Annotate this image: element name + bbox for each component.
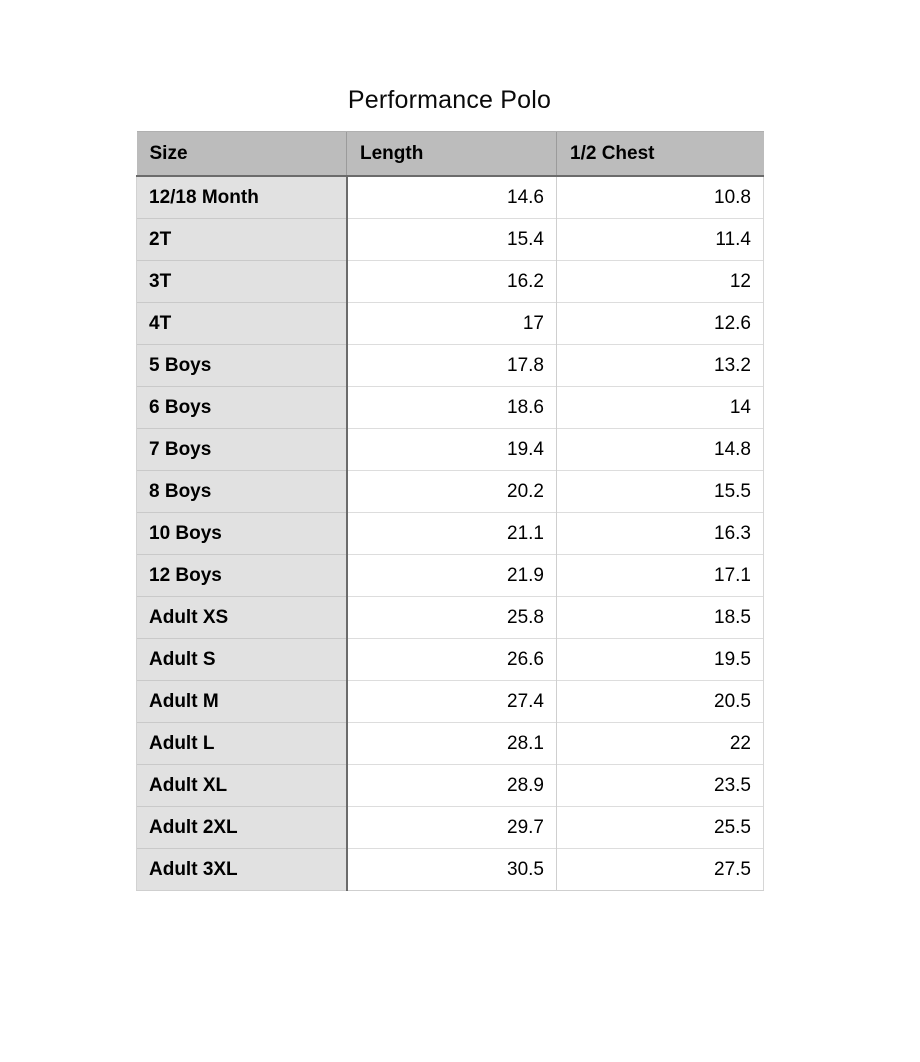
value-cell-chest: 10.8 [557,176,764,219]
table-row [137,303,764,345]
column-header-chest: 1/2 Chest [557,132,764,177]
table-row [137,639,764,681]
table-row [137,429,764,471]
value-cell-chest: 13.2 [557,345,764,387]
size-label-cell: 12/18 Month [137,176,347,219]
value-cell-length: 16.2 [347,261,557,303]
value-cell-length: 21.1 [347,513,557,555]
value-cell-length: 19.4 [347,429,557,471]
size-label-cell: Adult 3XL [137,849,347,891]
size-label-cell: 5 Boys [137,345,347,387]
size-label-cell: Adult S [137,639,347,681]
value-cell-chest: 16.3 [557,513,764,555]
value-cell-length: 17.8 [347,345,557,387]
value-cell-length: 29.7 [347,807,557,849]
size-label-cell: 2T [137,219,347,261]
table-row [137,261,764,303]
value-cell-chest: 14.8 [557,429,764,471]
table-row [137,723,764,765]
value-cell-chest: 11.4 [557,219,764,261]
value-cell-length: 15.4 [347,219,557,261]
value-cell-chest: 27.5 [557,849,764,891]
table-row [137,849,764,891]
column-header-size: Size [137,132,347,177]
table-row [137,765,764,807]
value-cell-length: 28.9 [347,765,557,807]
page-title: Performance Polo [347,86,552,114]
size-label-cell: Adult XS [137,597,347,639]
value-cell-length: 30.5 [347,849,557,891]
value-cell-length: 25.8 [347,597,557,639]
table-row [137,176,764,219]
size-label-cell: Adult 2XL [137,807,347,849]
size-label-cell: 8 Boys [137,471,347,513]
value-cell-length: 21.9 [347,555,557,597]
value-cell-chest: 12 [557,261,764,303]
table-row [137,513,764,555]
value-cell-length: 28.1 [347,723,557,765]
table-header [137,132,764,177]
value-cell-length: 20.2 [347,471,557,513]
value-cell-length: 18.6 [347,387,557,429]
value-cell-chest: 22 [557,723,764,765]
value-cell-chest: 12.6 [557,303,764,345]
table-row [137,345,764,387]
table-row [137,387,764,429]
value-cell-chest: 15.5 [557,471,764,513]
size-label-cell: Adult L [137,723,347,765]
size-label-cell: Adult XL [137,765,347,807]
size-chart-table [136,131,764,891]
value-cell-chest: 25.5 [557,807,764,849]
table-row [137,555,764,597]
value-cell-length: 26.6 [347,639,557,681]
value-cell-length: 27.4 [347,681,557,723]
table-row [137,471,764,513]
value-cell-chest: 18.5 [557,597,764,639]
size-label-cell: 7 Boys [137,429,347,471]
value-cell-chest: 14 [557,387,764,429]
size-label-cell: 4T [137,303,347,345]
size-label-cell: Adult M [137,681,347,723]
value-cell-length: 17 [347,303,557,345]
size-label-cell: 6 Boys [137,387,347,429]
table-row [137,681,764,723]
size-label-cell: 12 Boys [137,555,347,597]
value-cell-chest: 23.5 [557,765,764,807]
value-cell-chest: 20.5 [557,681,764,723]
value-cell-chest: 19.5 [557,639,764,681]
table-row [137,597,764,639]
value-cell-chest: 17.1 [557,555,764,597]
table-row [137,219,764,261]
column-header-length: Length [347,132,557,177]
table-row [137,807,764,849]
size-label-cell: 10 Boys [137,513,347,555]
value-cell-length: 14.6 [347,176,557,219]
table-body [137,176,764,891]
header-row [137,132,764,177]
size-label-cell: 3T [137,261,347,303]
